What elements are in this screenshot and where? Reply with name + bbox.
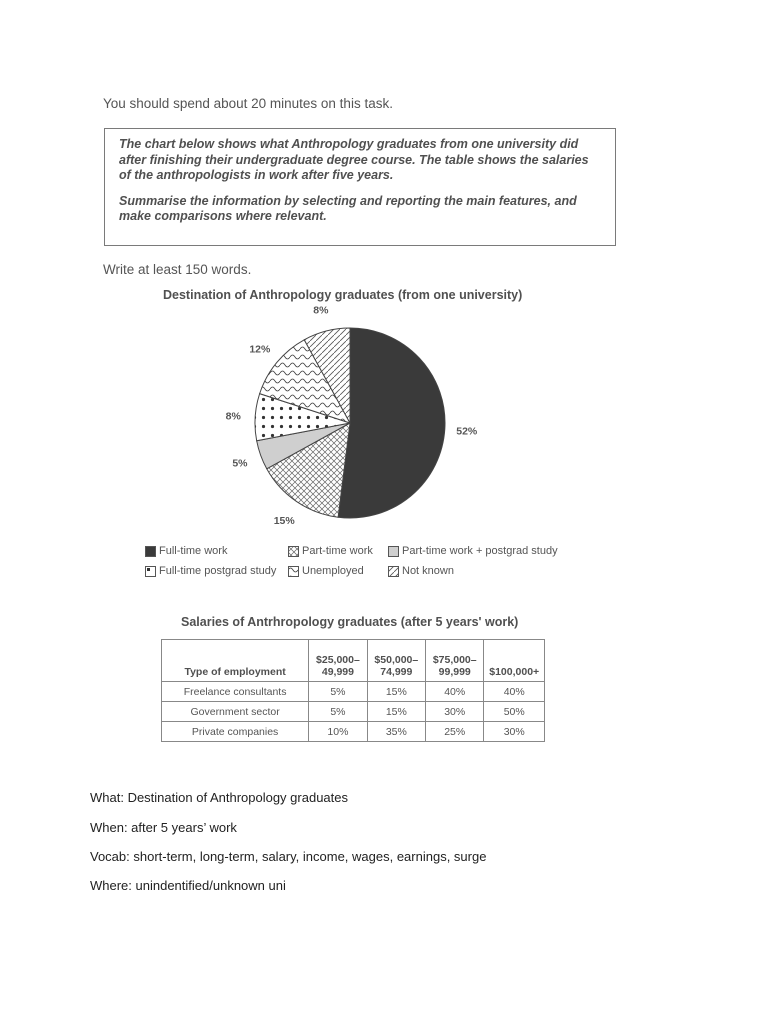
legend-swatch (145, 566, 156, 577)
table-column-header: $50,000– 74,999 (367, 640, 425, 682)
pie-chart (160, 305, 480, 530)
table-column-header: Type of employment (162, 640, 309, 682)
legend-row-1 (145, 541, 605, 561)
table-cell: 50% (484, 702, 545, 722)
pie-chart-title: Destination of Anthropology graduates (from one university) (163, 288, 523, 302)
pie-label: 12% (249, 343, 271, 356)
table-column-header: $100,000+ (484, 640, 545, 682)
table-column-header: $75,000– 99,999 (426, 640, 484, 682)
pie-label: 5% (232, 457, 248, 470)
table-cell: 40% (484, 682, 545, 702)
legend-swatch (388, 546, 399, 557)
note-when: When: after 5 years’ work (90, 820, 237, 835)
salary-table (161, 639, 545, 742)
pie-label: 8% (225, 410, 241, 423)
table-header-row (162, 640, 545, 682)
legend-swatch (145, 546, 156, 557)
table-cell: 30% (426, 702, 484, 722)
table-column-header: $25,000– 49,999 (309, 640, 367, 682)
pie-label: 52% (456, 425, 478, 438)
pie-legend (145, 541, 605, 581)
pie-label: 15% (273, 514, 295, 527)
note-where: Where: unindentified/unknown uni (90, 878, 286, 893)
legend-swatch (288, 566, 299, 577)
table-row (162, 682, 545, 702)
table-cell: 15% (367, 682, 425, 702)
legend-item-full-time-work: Full-time work (145, 545, 288, 557)
legend-item-not-known: Not known (388, 565, 454, 577)
table-cell: 5% (309, 702, 367, 722)
table-row (162, 702, 545, 722)
table-row-label: Private companies (162, 722, 309, 742)
legend-item-unemployed: Unemployed (288, 565, 388, 577)
table-row (162, 722, 545, 742)
table-cell: 25% (426, 722, 484, 742)
table-cell: 5% (309, 682, 367, 702)
table-cell: 40% (426, 682, 484, 702)
legend-row-2 (145, 561, 605, 581)
note-what: What: Destination of Anthropology graduates (90, 790, 348, 805)
task-instruction: You should spend about 20 minutes on this task. (103, 96, 393, 111)
table-cell: 30% (484, 722, 545, 742)
table-cell: 10% (309, 722, 367, 742)
table-row-label: Freelance consultants (162, 682, 309, 702)
pie-slice-full-time-work (338, 328, 445, 518)
table-cell: 35% (367, 722, 425, 742)
word-count-instruction: Write at least 150 words. (103, 262, 252, 277)
pie-label: 8% (313, 305, 329, 317)
legend-swatch (388, 566, 399, 577)
legend-item-full-time-postgrad: Full-time postgrad study (145, 565, 288, 577)
legend-swatch (288, 546, 299, 557)
table-cell: 15% (367, 702, 425, 722)
legend-item-part-time-work: Part-time work (288, 545, 388, 557)
table-title: Salaries of Antrhropology graduates (after 5 years' work) (181, 615, 519, 629)
task-paragraph-2: Summarise the information by selecting and reporting the main features, and make comparisons where relevant. (119, 193, 577, 223)
table-row-label: Government sector (162, 702, 309, 722)
note-vocab: Vocab: short-term, long-term, salary, income, wages, earnings, surge (90, 849, 487, 864)
legend-item-part-time-postgrad: Part-time work + postgrad study (388, 545, 558, 557)
task-box (104, 128, 616, 246)
task-paragraph-1: The chart below shows what Anthropology graduates from one university did after finishing their undergraduate degree course. The table shows the salaries of the anthropologists in work after five years. (119, 137, 589, 182)
